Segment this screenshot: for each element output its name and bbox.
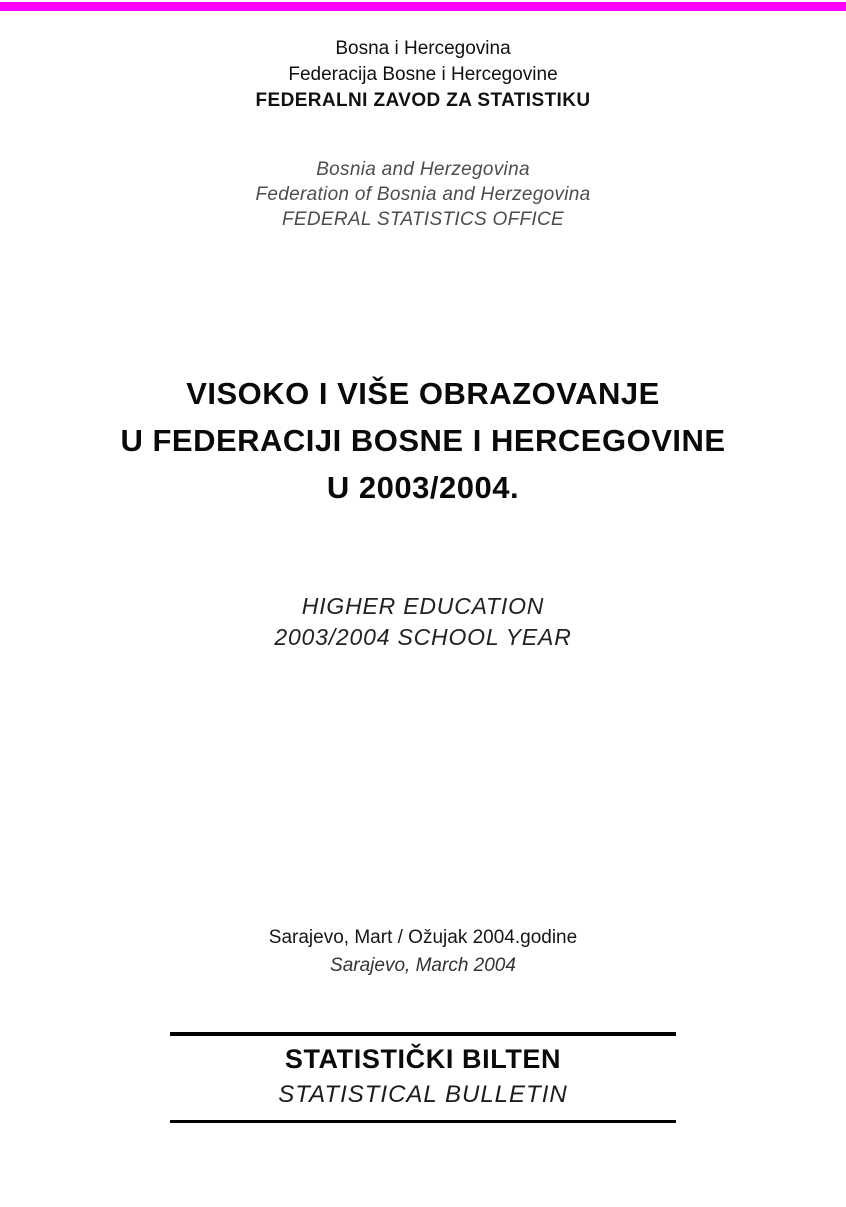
series-title-english: STATISTICAL BULLETIN bbox=[278, 1081, 568, 1108]
publisher-federation-bosnian: Federacija Bosne i Hercegovine bbox=[288, 64, 558, 85]
top-accent-bar bbox=[0, 2, 846, 11]
document-title-line2: U FEDERACIJI BOSNE I HERCEGOVINE bbox=[120, 423, 726, 458]
imprint-block bbox=[0, 924, 846, 980]
publisher-block-english bbox=[0, 157, 846, 232]
publisher-office-english: FEDERAL STATISTICS OFFICE bbox=[282, 209, 564, 230]
publisher-country-bosnian: Bosna i Hercegovina bbox=[335, 38, 511, 59]
document-subtitle-english bbox=[0, 591, 846, 653]
document-subtitle-line2: 2003/2004 SCHOOL YEAR bbox=[274, 624, 572, 650]
imprint-place-date-bosnian: Sarajevo, Mart / Ožujak 2004.godine bbox=[268, 927, 578, 948]
document-title bbox=[0, 370, 846, 511]
document-title-line3: U 2003/2004. bbox=[326, 470, 520, 505]
series-title-box bbox=[170, 1032, 676, 1123]
document-subtitle-line1: HIGHER EDUCATION bbox=[301, 593, 545, 619]
publisher-office-bosnian: FEDERALNI ZAVOD ZA STATISTIKU bbox=[255, 90, 591, 111]
document-title-line1: VISOKO I VIŠE OBRAZOVANJE bbox=[186, 376, 660, 411]
series-title-bosnian: STATISTIČKI BILTEN bbox=[284, 1044, 562, 1074]
imprint-place-date-english: Sarajevo, March 2004 bbox=[330, 955, 516, 976]
publisher-block-bosnian bbox=[0, 36, 846, 114]
publisher-country-english: Bosnia and Herzegovina bbox=[316, 159, 530, 180]
publisher-federation-english: Federation of Bosnia and Herzegovina bbox=[255, 184, 591, 205]
